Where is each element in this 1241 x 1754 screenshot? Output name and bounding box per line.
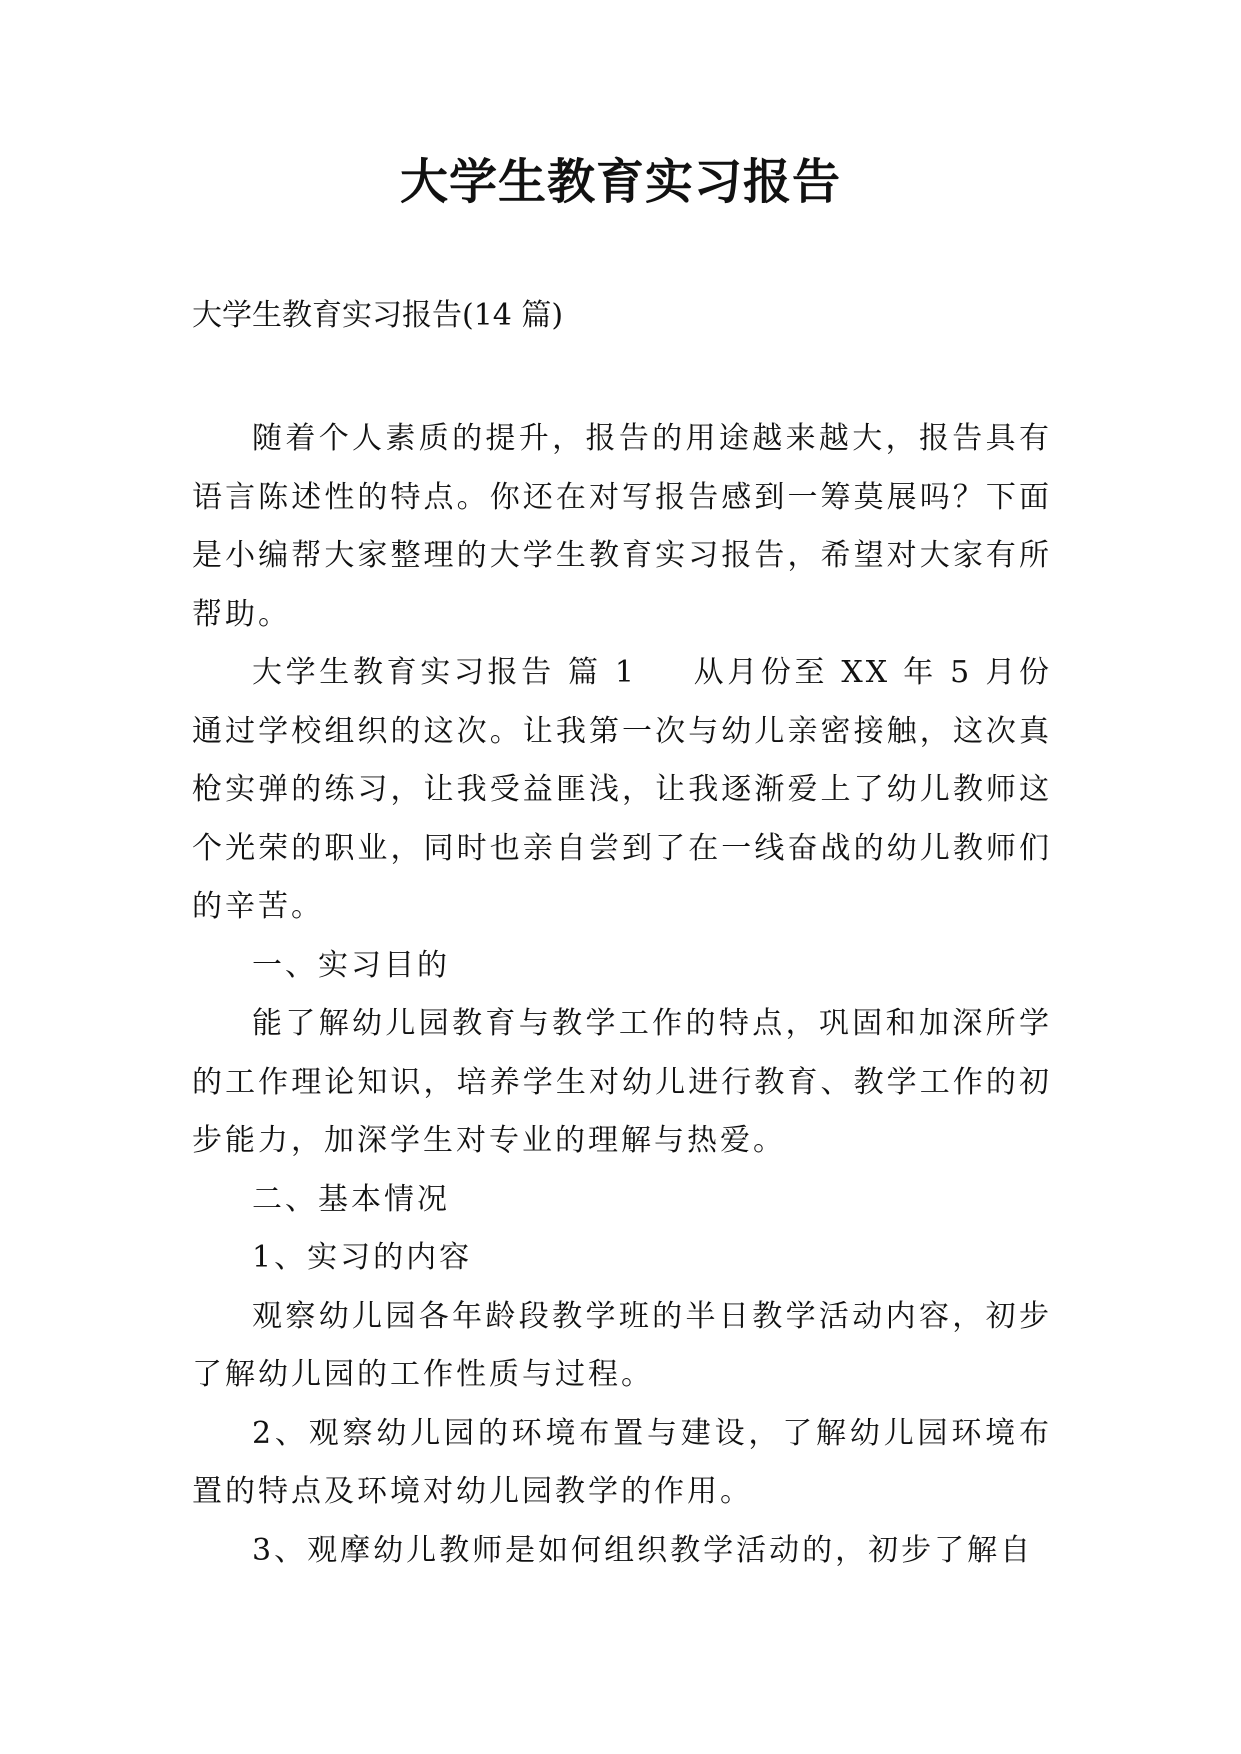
heading-purpose: 一、实习目的	[252, 947, 450, 983]
paragraph-section-1	[192, 644, 1052, 937]
paragraph-purpose: 能了解幼儿园教育与教学工作的特点，巩固和加深所学的工作理论知识，培养学生对幼儿进行教育、教学工作的初步能力，加深学生对专业的理解与热爱。	[192, 1006, 1052, 1158]
section-heading: 大学生教育实习报告 篇 1	[252, 655, 637, 690]
heading-content: 1、实习的内容	[252, 1240, 473, 1275]
heading-basic-info: 二、基本情况	[252, 1181, 450, 1217]
document-body	[192, 410, 1052, 1580]
paragraph-content-1: 观察幼儿园各年龄段教学班的半日教学活动内容，初步了解幼儿园的工作性质与过程。	[192, 1298, 1052, 1392]
section-1-text: 从月份至 XX 年 5 月份通过学校组织的这次。让我第一次与幼儿亲密接触，这次真枪实弹的练习，让我受益匪浅，让我逐渐爱上了幼儿教师这个光荣的职业，同时也亲自尝到了在一线奋战的幼儿教师们的辛苦。	[192, 655, 1052, 924]
paragraph-intro: 随着个人素质的提升，报告的用途越来越大，报告具有语言陈述性的特点。你还在对写报告感到一筹莫展吗？下面是小编帮大家整理的大学生教育实习报告，希望对大家有所帮助。	[192, 421, 1052, 632]
document-subtitle: 大学生教育实习报告(14 篇)	[192, 298, 564, 333]
paragraph-content-2: 2、观察幼儿园的环境布置与建设，了解幼儿园环境布置的特点及环境对幼儿园教学的作用。	[192, 1415, 1052, 1509]
document-title: 大学生教育实习报告	[399, 154, 841, 210]
paragraph-content-3: 3、观摩幼儿教师是如何组织教学活动的，初步了解自	[252, 1532, 1034, 1568]
